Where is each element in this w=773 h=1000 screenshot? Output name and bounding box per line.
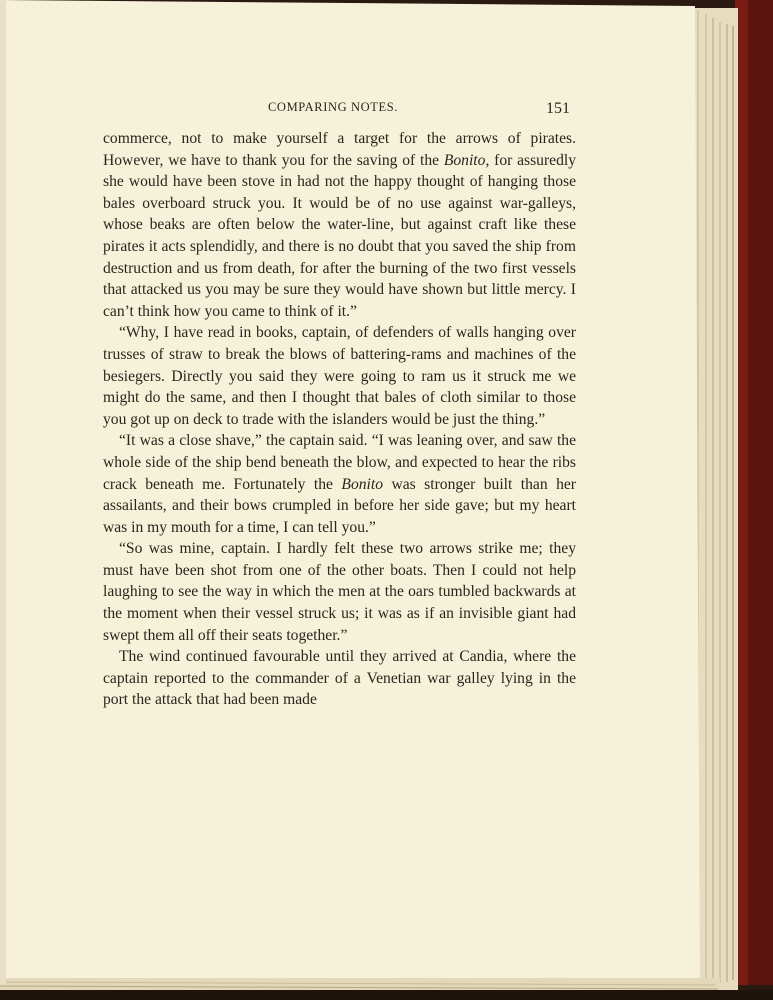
paragraph-text: The wind continued favourable until they arrived at Candia, where the captain reported to the commander of a Venetian war galley lying in the port the attack that had been made — [103, 648, 576, 709]
paragraph-text: was stronger built than her assailants, and their bows crumpled in before her side gave; but my heart was in my mouth for a time, I can tell you.” — [103, 475, 576, 536]
paragraph — [103, 430, 576, 538]
paragraph-text: commerce, not to make yourself a target for the arrows of pirates. However, we have to thank you for the saving of the — [103, 130, 576, 169]
paragraph-text: “It was a close shave,” the captain said. “I was leaning over, and saw the whole side of the ship bend beneath the blow, and expected to hear the ribs crack beneath me. Fortunately the — [103, 432, 576, 493]
paragraph — [103, 322, 576, 430]
paragraph — [103, 128, 576, 322]
paragraph — [103, 538, 576, 646]
page-body-text — [103, 128, 576, 711]
paragraph-text: “So was mine, captain. I hardly felt these two arrows strike me; they must have been shot from one of the other boats. Then I could not help laughing to see the way in which the men at the oars tumbled backwards at the moment when their vessel struck us; it was as if an invisible giant had swept them all off their seats together.” — [103, 540, 576, 644]
paragraph — [103, 646, 576, 711]
page-number: 151 — [546, 100, 570, 117]
running-header-title: COMPARING NOTES. — [268, 100, 398, 114]
paragraph-text: “Why, I have read in books, captain, of defenders of walls hanging over trusses of straw to break the blows of battering-rams and machines of the besiegers. Directly you said they were going to ram us it struck me we might do the same, and then I thought that bales of cloth similar to those you got up on deck to trade with the islanders would be just the thing.” — [103, 324, 576, 428]
italic-ship-name: Bonito — [341, 475, 384, 493]
paragraph-text: , for assuredly she would have been stove in had not the happy thought of hanging those bales overboard struck you. It would be of no use against war-galleys, whose beaks are often below the water-line, but against craft like these pirates it acts splendidly, and there is no doubt that you saved the ship from destruction and us from death, for after the burning of the two first vessels that attacked us you may be sure they would have shown but little mercy. I can’t think how you came to think of it.” — [103, 151, 577, 320]
italic-ship-name: Bonito — [443, 151, 486, 169]
